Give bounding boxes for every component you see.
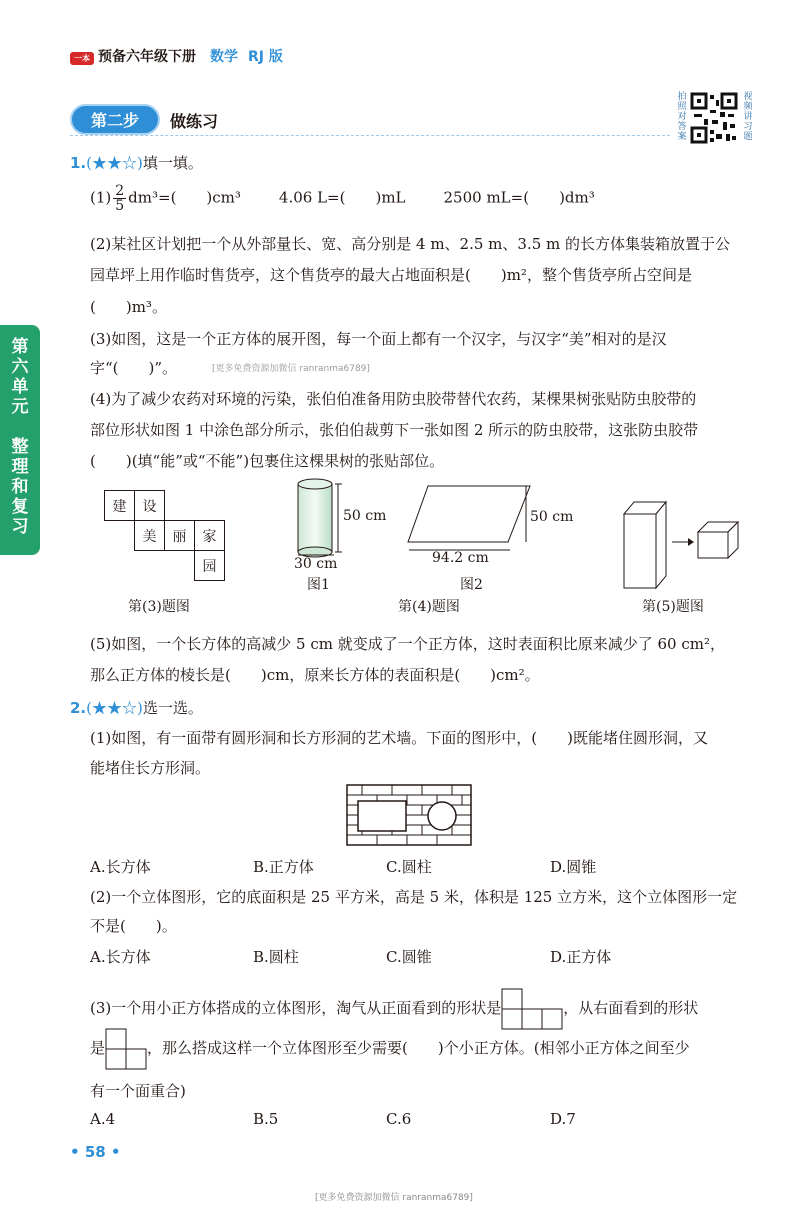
cuboid-to-cube-figure <box>620 496 744 592</box>
fraction-numerator: 2 <box>115 183 125 199</box>
q2-p3-line2 <box>90 1028 690 1070</box>
q2-heading <box>70 697 203 718</box>
unit-label: 第六单元 <box>11 337 29 417</box>
q2-p3-line1b: ，从右面看到的形状 <box>563 999 699 1017</box>
parallelogram-base-label: 94.2 cm <box>432 550 489 566</box>
book-title: 预备六年级下册 <box>98 49 196 65</box>
q1-title: 填一填。 <box>142 154 203 172</box>
figure5-caption: 第(5)题图 <box>642 599 704 615</box>
figure3-caption: 第(3)题图 <box>128 599 190 615</box>
q1-p3-line2: 字“( )”。 <box>90 359 178 377</box>
q2-p2-option-a[interactable]: A.长方体 <box>90 948 151 966</box>
step-divider <box>70 135 670 136</box>
q2-p3-line1a: (3)一个用小正方体搭成的立体图形，淘气从正面看到的形状是 <box>90 999 502 1017</box>
q1-p5-line2: 那么正方体的棱长是( )cm，原来长方体的表面积是( )cm²。 <box>90 666 540 684</box>
q2-p2-option-d[interactable]: D.正方体 <box>550 948 612 966</box>
q2-stars: (★★☆) <box>86 699 143 717</box>
q1-p1-a: dm³=( )cm³ <box>128 188 241 207</box>
q1-number: 1. <box>70 154 87 172</box>
q2-p3-option-b[interactable]: B.5 <box>253 1110 279 1128</box>
page-number: • 58 • <box>70 1143 121 1161</box>
net-cell: 设 <box>134 490 165 521</box>
right-view-figure <box>105 1028 147 1070</box>
q2-number: 2. <box>70 699 87 717</box>
q1-stars: (★★☆) <box>86 154 143 172</box>
net-cell: 园 <box>194 550 225 581</box>
net-cell: 建 <box>104 490 135 521</box>
q2-p2-line1: (2)一个立体图形，它的底面积是 25 平方米，高是 5 米，体积是 125 立方米，这个立体图形一定 <box>90 888 738 906</box>
q1-p4-line1: (4)为了减少农药对环境的污染，张伯伯准备用防虫胶带替代农药，某棵果树张贴防虫胶带的 <box>90 390 697 408</box>
q2-p1-option-b[interactable]: B.正方体 <box>253 858 314 876</box>
topic-label: 整理和复习 <box>11 437 29 537</box>
figure1-label: 图1 <box>307 577 330 593</box>
step-label: 第二步 <box>70 104 160 135</box>
cylinder-circumference-label: 30 cm <box>294 556 338 572</box>
q2-p3-option-d[interactable]: D.7 <box>550 1110 576 1128</box>
q2-p3-line1 <box>90 988 698 1030</box>
q2-p2-line2: 不是( )。 <box>90 917 177 935</box>
watermark-text: [更多免费资源加微信 ranranma6789] <box>212 364 370 374</box>
parallelogram-height-label: 50 cm <box>530 509 574 525</box>
net-cell: 家 <box>194 520 225 551</box>
q2-p2-option-b[interactable]: B.圆柱 <box>253 948 299 966</box>
footer-note: [更多免费资源加微信 ranranma6789] <box>315 1193 473 1203</box>
q1-p3-line1: (3)如图，这是一个正方体的展开图，每一个面上都有一个汉字，与汉字“美”相对的是汉 <box>90 330 667 348</box>
q1-p4-line3: ( )(填“能”或“不能”)包裹住这棵果树的张贴部位。 <box>90 452 445 470</box>
cube-net-figure <box>104 490 234 590</box>
fraction-denominator: 5 <box>115 198 125 214</box>
brand-logo: 一本 <box>70 52 94 65</box>
q1-p1-c: 2500 mL=( )dm³ <box>443 188 595 207</box>
page-number-value: 58 <box>84 1143 106 1161</box>
q2-title: 选一选。 <box>142 699 203 717</box>
q1-p4-line2: 部位形状如图 1 中涂色部分所示，张伯伯裁剪下一张如图 2 所示的防虫胶带，这张防虫胶带 <box>90 421 699 439</box>
q2-p1-option-a[interactable]: A.长方体 <box>90 858 151 876</box>
q1-p2-line1: (2)某社区计划把一个从外部量长、宽、高分别是 4 m、2.5 m、3.5 m 的长方体集装箱放置于公 <box>90 235 731 253</box>
q2-p1-option-d[interactable]: D.圆锥 <box>550 858 597 876</box>
parallelogram-figure <box>406 484 536 546</box>
q1-part1 <box>90 184 595 213</box>
q2-p3-line3: 有一个面重合) <box>90 1082 186 1100</box>
q1-heading <box>70 152 203 173</box>
q1-p5-line1: (5)如图，一个长方体的高减少 5 cm 就变成了一个正方体，这时表面积比原来减少了 60 cm²， <box>90 635 725 653</box>
brick-wall-figure <box>346 784 472 846</box>
front-view-figure <box>501 988 563 1030</box>
q1-p2-line3: ( )m³。 <box>90 298 167 316</box>
qr-left-text: 拍照对答案 <box>677 92 687 142</box>
q2-p2-option-c[interactable]: C.圆锥 <box>386 948 432 966</box>
figure4-caption: 第(4)题图 <box>398 599 460 615</box>
subject-label: 数学 <box>210 49 238 65</box>
figure2-label: 图2 <box>460 577 483 593</box>
fraction <box>113 184 126 213</box>
edition-label: RJ 版 <box>248 49 283 65</box>
q2-p3-option-a[interactable]: A.4 <box>90 1110 116 1128</box>
q2-p3-line2b: ，那么搭成这样一个立体图形至少需要( )个小正方体。(相邻小正方体之间至少 <box>147 1039 690 1057</box>
q2-p1-line1: (1)如图，有一面带有圆形洞和长方形洞的艺术墙。下面的图形中，( )既能堵住圆形洞，又 <box>90 729 708 747</box>
q2-p1-line2: 能堵住长方形洞。 <box>90 759 211 777</box>
q1-p1-b: 4.06 L=( )mL <box>278 188 406 207</box>
q2-p3-line2a: 是 <box>90 1039 106 1057</box>
q2-p1-option-c[interactable]: C.圆柱 <box>386 858 432 876</box>
qr-right-text: 视频讲习题 <box>743 92 753 142</box>
cylinder-height-label: 50 cm <box>343 508 387 524</box>
q1-p2-line2: 园草坪上用作临时售货亭，这个售货亭的最大占地面积是( )m²，整个售货亭所占空间是 <box>90 266 692 284</box>
net-cell: 丽 <box>164 520 195 551</box>
book-header <box>98 46 283 66</box>
unit-side-tab <box>0 325 40 555</box>
net-cell: 美 <box>134 520 165 551</box>
step-banner <box>70 104 240 135</box>
step-title: 做练习 <box>170 112 219 131</box>
q2-p3-option-c[interactable]: C.6 <box>386 1110 412 1128</box>
qr-code-icon[interactable] <box>690 92 738 144</box>
q1-p1-label: (1) <box>90 188 112 207</box>
